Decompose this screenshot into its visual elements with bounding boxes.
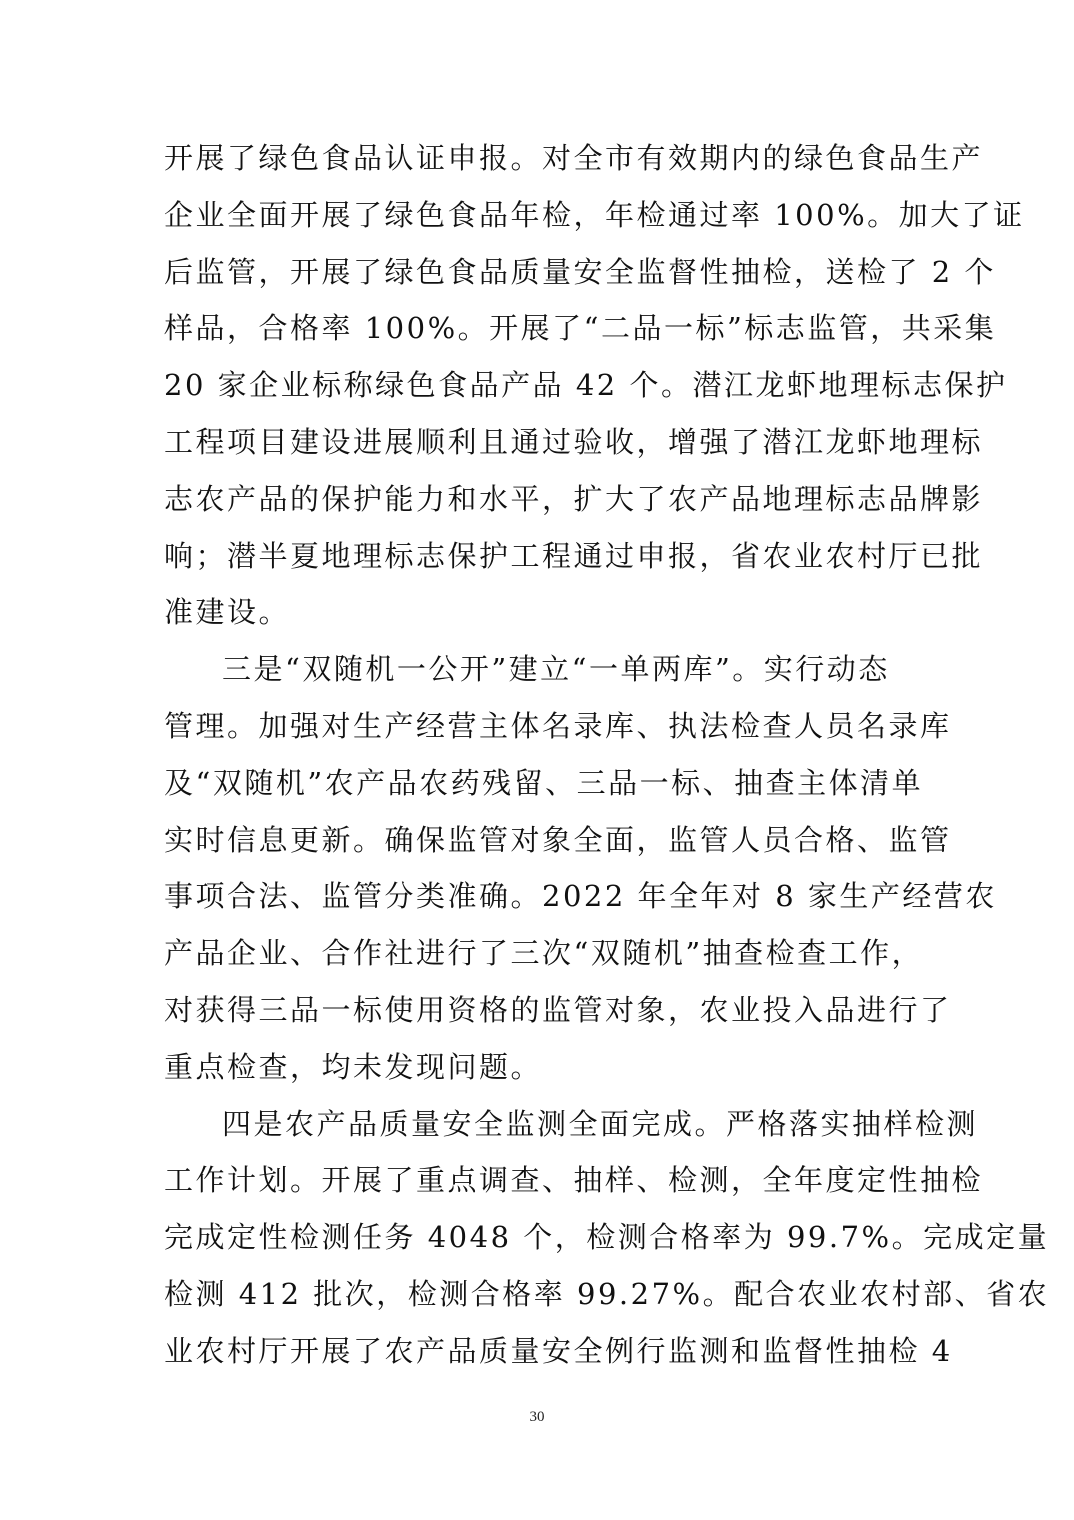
text-line: 产品企业、合作社进行了三次“双随机”抽查检查工作， — [164, 936, 924, 971]
paragraph-start-line: 四是农产品质量安全监测全面完成。严格落实抽样检测 — [222, 1106, 979, 1141]
paragraph-start-line: 三是“双随机一公开”建立“一单两库”。实行动态 — [222, 652, 890, 687]
text-line: 管理。加强对生产经营主体名录库、执法检查人员名录库 — [164, 708, 952, 743]
text-line: 后监管，开展了绿色食品质量安全监督性抽检，送检了 2 个 — [164, 254, 996, 289]
text-line: 检测 412 批次，检测合格率 99.27%。配合农业农村部、省农 — [164, 1276, 1050, 1311]
text-line: 开展了绿色食品认证申报。对全市有效期内的绿色食品生产 — [164, 141, 984, 175]
text-line: 企业全面开展了绿色食品年检，年检通过率 100%。加大了证 — [164, 197, 1025, 232]
page-number: 30 — [529, 1409, 545, 1425]
text-line: 对获得三品一标使用资格的监管对象，农业投入品进行了 — [164, 992, 952, 1027]
text-line: 及“双随机”农产品农药残留、三品一标、抽查主体清单 — [164, 765, 924, 800]
body-text — [164, 130, 1050, 1380]
text-line: 重点检查，均未发现问题。 — [164, 1049, 543, 1084]
text-line: 20 家企业标称绿色食品产品 42 个。潜江龙虾地理标志保护 — [164, 368, 1008, 403]
text-line: 响；潜半夏地理标志保护工程通过申报，省农业农村厅已批 — [164, 538, 984, 573]
text-line: 工作计划。开展了重点调查、抽样、检测，全年度定性抽检 — [164, 1163, 984, 1198]
text-line: 样品，合格率 100%。开展了“二品一标”标志监管，共采集 — [164, 311, 997, 346]
text-line: 志农产品的保护能力和水平，扩大了农产品地理标志品牌影 — [164, 481, 984, 516]
text-line: 业农村厅开展了农产品质量安全例行监测和监督性抽检 4 — [164, 1333, 953, 1368]
text-line: 工程项目建设进展顺利且通过验收，增强了潜江龙虾地理标 — [164, 424, 984, 459]
text-line: 事项合法、监管分类准确。2022 年全年对 8 家生产经营农 — [164, 879, 997, 914]
text-line: 准建设。 — [164, 595, 291, 630]
text-line: 实时信息更新。确保监管对象全面，监管人员合格、监管 — [164, 822, 952, 857]
text-line: 完成定性检测任务 4048 个，检测合格率为 99.7%。完成定量 — [164, 1220, 1050, 1255]
